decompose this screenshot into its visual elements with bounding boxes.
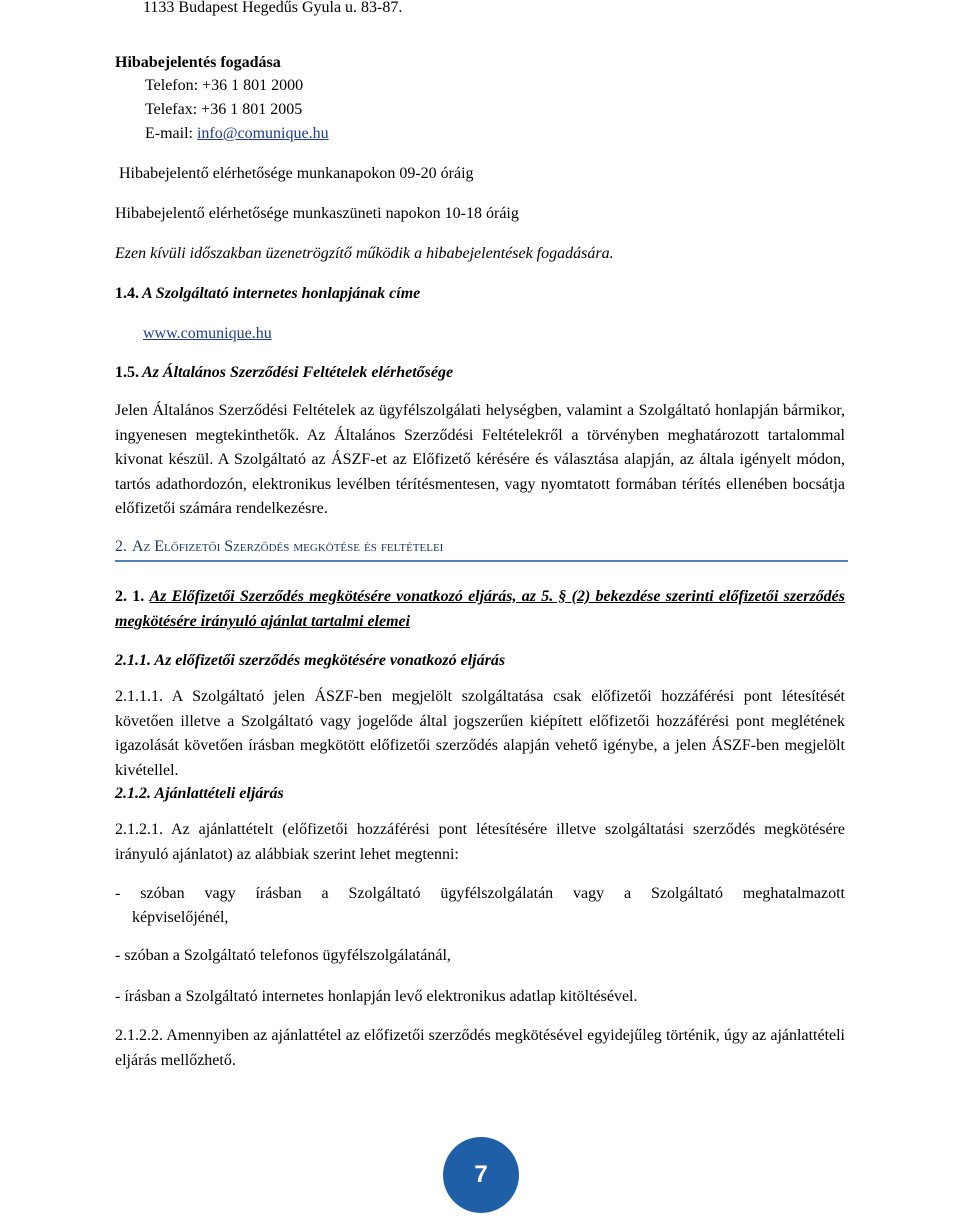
fault-report-phone: Telefon: +36 1 801 2000 [145, 77, 304, 94]
email-link[interactable]: info@comunique.hu [196, 125, 329, 142]
weekday-hours: Hibabejelentő elérhetősége munkanapokon 09-20 óráig [119, 165, 474, 182]
bullet-item-3: - írásban a Szolgáltató internetes honlapján levő elektronikus adatlap kitöltésével. [115, 988, 638, 1005]
paragraph-2-1-1-1: 2.1.1.1. A Szolgáltató jelen ÁSZF-ben megjelölt szolgáltatása csak előfizetői hozzáférési pont létesítését követően illetve a Szolgáltató vagy jogelőde által jogszerűen kiépített előfizetői hozzáférési pont meglétének igazolását követően írásban megkötött előfizetői szerződés alapján vehető igénybe, a jelen ÁSZF-ben megjelölt kivétellel. [115, 688, 845, 779]
paragraph-2-1-2-1: 2.1.2.1. Az ajánlattételt (előfizetői hozzáférési pont létesítésére illetve szolgáltatási szerződés megkötésére irányuló ajánlatot) az alábbiak szerint lehet megtenni: [115, 821, 845, 863]
paragraph-2-1-2-2: 2.1.2.2. Amennyiben az ajánlattétel az előfizetői szerződés megkötésével egyidejűleg történik, úgy az ajánlattételi eljárás mellőzhető. [115, 1027, 845, 1069]
holiday-hours: Hibabejelentő elérhetősége munkaszüneti napokon 10-18 óráig [115, 205, 519, 222]
fault-report-heading: Hibabejelentés fogadása [115, 54, 281, 71]
section-title: Az Előfizetői Szerződés megkötésére vonatkozó eljárás, az 5. § (2) bekezdése szerinti előfizetői szerződés megkötésére irányuló ajánlat tartalmi elemei [115, 588, 846, 630]
chapter-2-heading [115, 536, 443, 557]
voicemail-note: Ezen kívüli időszakban üzenetrögzítő működik a hibabejelentések fogadására. [115, 245, 614, 262]
chapter-number: 2. [115, 538, 127, 555]
section-1-4-heading [115, 283, 420, 304]
bullet-item-2: - szóban a Szolgáltató telefonos ügyfélszolgálatánál, [115, 947, 451, 964]
section-2-1-1-heading: 2.1.1. Az előfizetői szerződés megkötésére vonatkozó eljárás [115, 652, 506, 669]
section-2-1-heading [115, 585, 845, 634]
section-title: Az Általános Szerződési Feltételek elérhetősége [142, 364, 454, 381]
section-title: A Szolgáltató internetes honlapjának címe [142, 285, 421, 302]
email-label: E-mail: [145, 125, 197, 142]
section-2-1-2-heading: 2.1.2. Ajánlattételi eljárás [115, 785, 284, 802]
section-number: 1.4. [115, 285, 139, 302]
company-address: 1133 Budapest Hegedűs Gyula u. 83-87. [143, 0, 403, 16]
fault-report-fax: Telefax: +36 1 801 2005 [145, 101, 303, 118]
section-number: 2. 1. [115, 588, 145, 605]
page-number-badge: 7 [443, 1137, 519, 1213]
section-1-5-body: Jelen Általános Szerződési Feltételek az ügyfélszolgálati helységben, valamint a Szolgáltató honlapján bármikor, ingyenesen megtekinthetők. Az Általános Szerződési Feltételekről a törvényben meghatározott tartalommal kivonat készül. A Szolgáltató az ÁSZF-et az Előfizető kérésére és választása alapján, az általa igényelt módon, tartós adathordozón, elektronikus levélben térítésmentesen, vagy nyomtatott formában térítés ellenében bocsátja előfizetői számára rendelkezésre. [115, 402, 845, 517]
section-number: 1.5. [115, 364, 139, 381]
bullet-item-1: - szóban vagy írásban a Szolgáltató ügyfélszolgálatán vagy a Szolgáltató meghatalmazott [115, 885, 845, 902]
section-1-5-heading [115, 362, 453, 383]
website-link[interactable]: www.comunique.hu [143, 325, 272, 342]
chapter-divider [115, 560, 848, 562]
chapter-title: Az Előfizetői Szerződés megkötése és feltételei [132, 538, 444, 555]
fault-report-email-line [145, 123, 329, 144]
bullet-item-1-continuation: képviselőjénél, [132, 909, 229, 926]
